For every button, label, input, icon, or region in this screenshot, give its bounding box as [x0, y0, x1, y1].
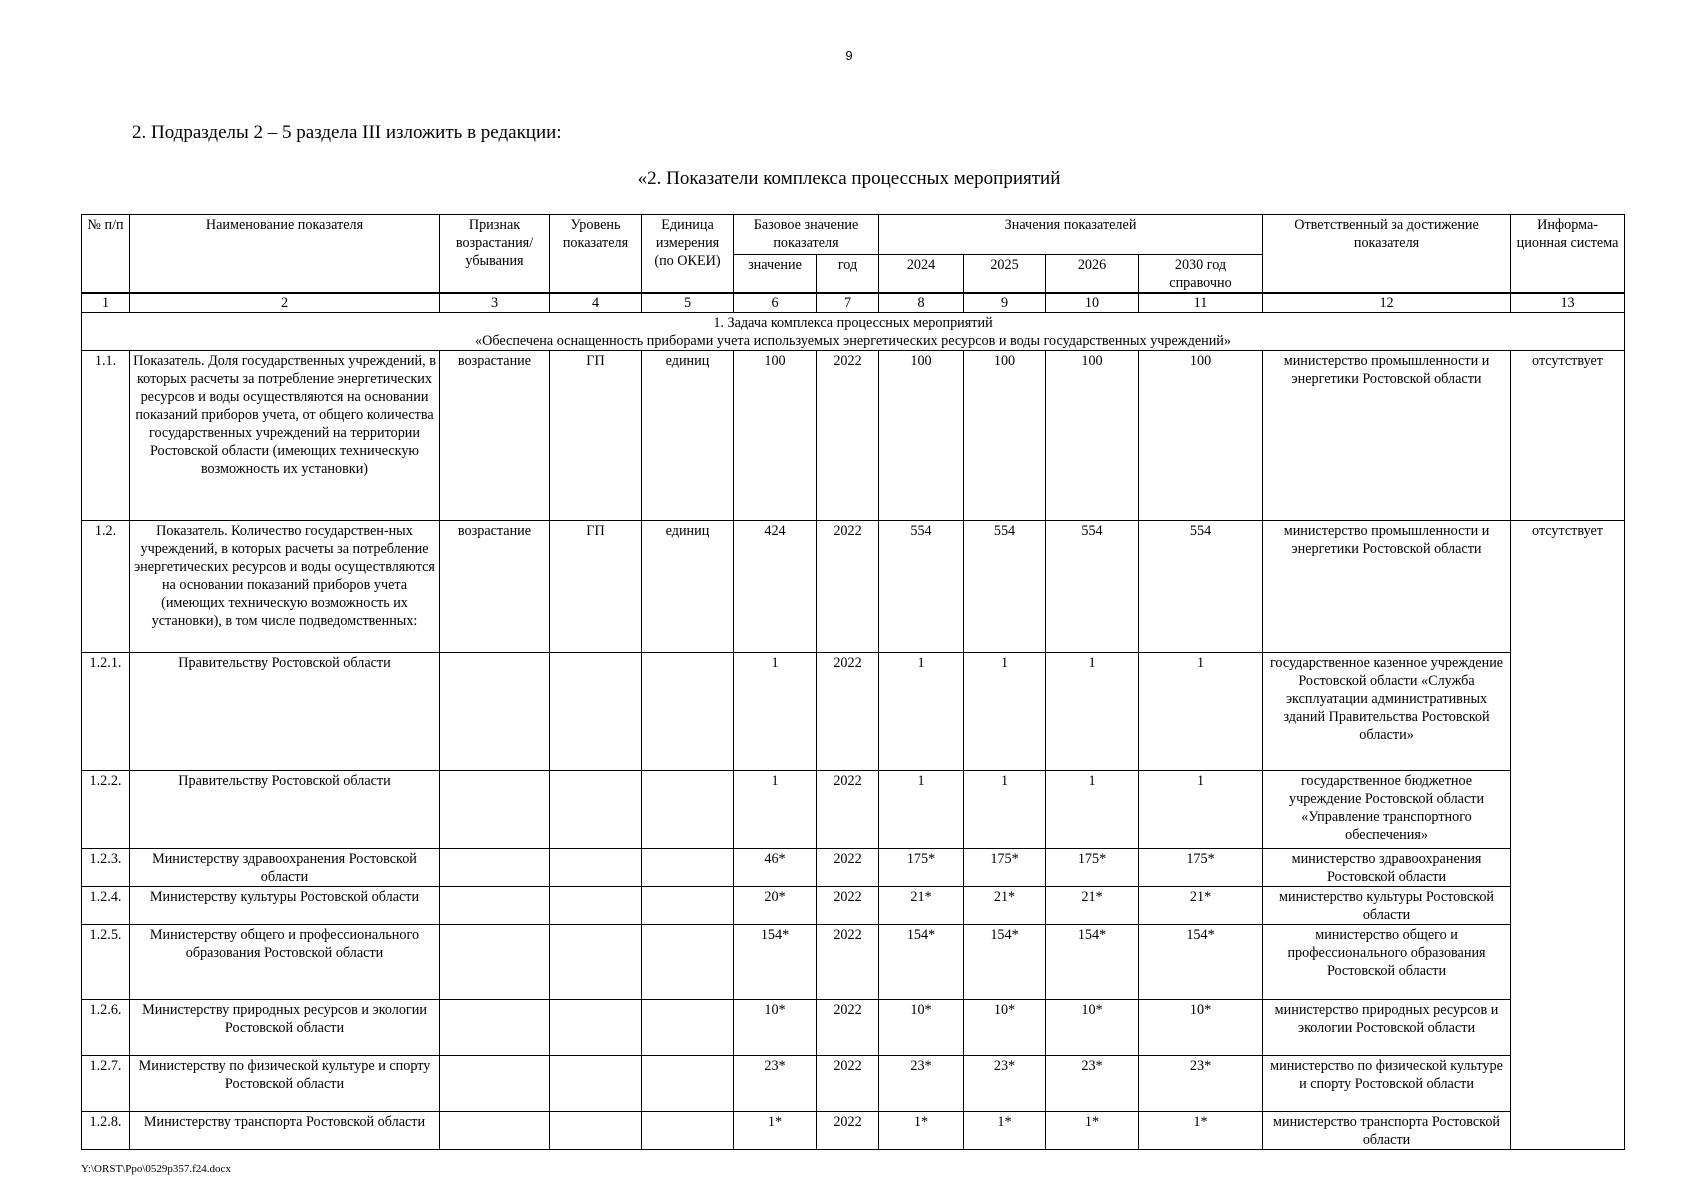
- header-sign: Признак возрастания/ убывания: [440, 215, 550, 294]
- task-line-1: 1. Задача комплекса процессных мероприятий: [713, 315, 993, 331]
- page-number: 9: [845, 48, 853, 63]
- responsible: государственное бюджетное учреждение Ростовской области «Управление транспортного обеспечения»: [1263, 771, 1511, 849]
- table-row: [82, 887, 1625, 925]
- value-2026: 21*: [1046, 887, 1139, 925]
- growth-sign: [440, 653, 550, 771]
- unit: [642, 887, 734, 925]
- header-base-value: значение: [734, 255, 817, 294]
- responsible: министерство по физической культуре и спорту Ростовской области: [1263, 1056, 1511, 1112]
- value-2025: 154*: [964, 925, 1046, 1000]
- value-2025: 10*: [964, 1000, 1046, 1056]
- col-number: 3: [440, 293, 550, 313]
- responsible: министерство транспорта Ростовской области: [1263, 1112, 1511, 1150]
- indicators-table: [81, 214, 1625, 1150]
- value-2026: 1: [1046, 653, 1139, 771]
- value-2026: 10*: [1046, 1000, 1139, 1056]
- col-number: 5: [642, 293, 734, 313]
- indicator-name: Министерству культуры Ростовской области: [130, 887, 440, 925]
- header-num: № п/п: [82, 215, 130, 294]
- value-2026: 154*: [1046, 925, 1139, 1000]
- value-2024: 1*: [879, 1112, 964, 1150]
- value-2025: 175*: [964, 849, 1046, 887]
- growth-sign: [440, 887, 550, 925]
- growth-sign: [440, 849, 550, 887]
- base-year: 2022: [817, 351, 879, 521]
- unit: [642, 771, 734, 849]
- row-num: 1.2.1.: [82, 653, 130, 771]
- indicator-name: Министерству общего и профессионального образования Ростовской области: [130, 925, 440, 1000]
- row-num: 1.2.6.: [82, 1000, 130, 1056]
- base-value: 1*: [734, 1112, 817, 1150]
- table-row: [82, 1000, 1625, 1056]
- value-2030: 10*: [1139, 1000, 1263, 1056]
- value-2030: 21*: [1139, 887, 1263, 925]
- indicator-name: Министерству природных ресурсов и экологии Ростовской области: [130, 1000, 440, 1056]
- responsible: министерство природных ресурсов и экологии Ростовской области: [1263, 1000, 1511, 1056]
- header-2025: 2025: [964, 255, 1046, 294]
- growth-sign: [440, 1112, 550, 1150]
- task-line-2: «Обеспечена оснащенность приборами учета используемых энергетических ресурсов и воды государственных учреждений»: [475, 333, 1231, 349]
- info-system: отсутствует: [1511, 351, 1625, 521]
- responsible: министерство здравоохранения Ростовской области: [1263, 849, 1511, 887]
- growth-sign: возрастание: [440, 521, 550, 653]
- base-value: 1: [734, 653, 817, 771]
- base-value: 23*: [734, 1056, 817, 1112]
- footer-file-path: Y:\ORST\Ppo\0529p357.f24.docx: [81, 1163, 231, 1175]
- base-year: 2022: [817, 1056, 879, 1112]
- base-value: 10*: [734, 1000, 817, 1056]
- growth-sign: [440, 925, 550, 1000]
- task-heading: [82, 313, 1625, 351]
- row-num: 1.2.8.: [82, 1112, 130, 1150]
- unit: [642, 849, 734, 887]
- responsible: государственное казенное учреждение Ростовской области «Служба эксплуатации административных зданий Правительства Ростовской области»: [1263, 653, 1511, 771]
- header-2026: 2026: [1046, 255, 1139, 294]
- value-2025: 21*: [964, 887, 1046, 925]
- value-2024: 554: [879, 521, 964, 653]
- value-2024: 100: [879, 351, 964, 521]
- indicator-name: Показатель. Количество государствен-ных учреждений, в которых расчеты за потребление энергетических ресурсов и воды осуществляются на основании показаний приборов учета (имеющих техническую возможность их установки), в том числе подведомственных:: [130, 521, 440, 653]
- col-number: 4: [550, 293, 642, 313]
- growth-sign: [440, 1056, 550, 1112]
- base-value: 1: [734, 771, 817, 849]
- row-num: 1.2.2.: [82, 771, 130, 849]
- indicator-name: Правительству Ростовской области: [130, 771, 440, 849]
- indicator-level: ГП: [550, 351, 642, 521]
- header-2024: 2024: [879, 255, 964, 294]
- col-number: 1: [82, 293, 130, 313]
- indicator-level: [550, 653, 642, 771]
- unit: единиц: [642, 351, 734, 521]
- base-year: 2022: [817, 925, 879, 1000]
- unit: [642, 1056, 734, 1112]
- base-value: 20*: [734, 887, 817, 925]
- table-row: [82, 849, 1625, 887]
- indicator-level: [550, 1056, 642, 1112]
- col-number: 7: [817, 293, 879, 313]
- growth-sign: возрастание: [440, 351, 550, 521]
- value-2026: 554: [1046, 521, 1139, 653]
- info-system: отсутствует: [1511, 521, 1625, 1150]
- col-number: 11: [1139, 293, 1263, 313]
- col-number: 10: [1046, 293, 1139, 313]
- unit: [642, 925, 734, 1000]
- base-value: 100: [734, 351, 817, 521]
- responsible: министерство промышленности и энергетики Ростовской области: [1263, 521, 1511, 653]
- value-2024: 1: [879, 771, 964, 849]
- col-number: 9: [964, 293, 1046, 313]
- header-base: Базовое значение показателя: [734, 215, 879, 255]
- base-year: 2022: [817, 653, 879, 771]
- header-values: Значения показателей: [879, 215, 1263, 255]
- base-value: 46*: [734, 849, 817, 887]
- col-number: 2: [130, 293, 440, 313]
- header-info-system: Информа-ционная система: [1511, 215, 1625, 294]
- table-row: [82, 1112, 1625, 1150]
- base-year: 2022: [817, 1112, 879, 1150]
- indicator-name: Министерству здравоохранения Ростовской области: [130, 849, 440, 887]
- value-2024: 1: [879, 653, 964, 771]
- indicator-level: ГП: [550, 521, 642, 653]
- base-year: 2022: [817, 887, 879, 925]
- value-2025: 1: [964, 771, 1046, 849]
- col-number: 6: [734, 293, 817, 313]
- table-row: [82, 521, 1625, 653]
- indicator-level: [550, 1000, 642, 1056]
- indicator-name: Показатель. Доля государственных учреждений, в которых расчеты за потребление энергетических ресурсов и воды осуществляются на основании показаний приборов учета, от общего количества государственных учреждений на территории Ростовской области (имеющих техническую возможность их установки): [130, 351, 440, 521]
- col-number: 12: [1263, 293, 1511, 313]
- value-2024: 175*: [879, 849, 964, 887]
- base-year: 2022: [817, 771, 879, 849]
- unit: единиц: [642, 521, 734, 653]
- value-2026: 1*: [1046, 1112, 1139, 1150]
- unit: [642, 1000, 734, 1056]
- section-title: «2. Показатели комплекса процессных мероприятий: [637, 168, 1061, 189]
- value-2026: 175*: [1046, 849, 1139, 887]
- value-2025: 554: [964, 521, 1046, 653]
- unit: [642, 653, 734, 771]
- row-num: 1.1.: [82, 351, 130, 521]
- base-value: 154*: [734, 925, 817, 1000]
- value-2026: 23*: [1046, 1056, 1139, 1112]
- indicator-name: Правительству Ростовской области: [130, 653, 440, 771]
- header-unit: Единица измерения (по ОКЕИ): [642, 215, 734, 294]
- header-responsible: Ответственный за достижение показателя: [1263, 215, 1511, 294]
- value-2026: 100: [1046, 351, 1139, 521]
- col-number: 8: [879, 293, 964, 313]
- unit: [642, 1112, 734, 1150]
- header-2030: 2030 год справочно: [1139, 255, 1263, 294]
- value-2025: 1: [964, 653, 1046, 771]
- header-level: Уровень показателя: [550, 215, 642, 294]
- value-2024: 154*: [879, 925, 964, 1000]
- value-2024: 21*: [879, 887, 964, 925]
- row-num: 1.2.3.: [82, 849, 130, 887]
- growth-sign: [440, 771, 550, 849]
- indicator-level: [550, 1112, 642, 1150]
- base-year: 2022: [817, 849, 879, 887]
- row-num: 1.2.5.: [82, 925, 130, 1000]
- indicator-level: [550, 849, 642, 887]
- table-row: [82, 925, 1625, 1000]
- value-2030: 554: [1139, 521, 1263, 653]
- intro-text: 2. Подразделы 2 – 5 раздела III изложить в редакции:: [132, 122, 562, 143]
- responsible: министерство общего и профессионального образования Ростовской области: [1263, 925, 1511, 1000]
- base-year: 2022: [817, 1000, 879, 1056]
- table-row: [82, 771, 1625, 849]
- table-row: [82, 1056, 1625, 1112]
- value-2030: 23*: [1139, 1056, 1263, 1112]
- value-2024: 23*: [879, 1056, 964, 1112]
- responsible: министерство культуры Ростовской области: [1263, 887, 1511, 925]
- indicator-name: Министерству транспорта Ростовской области: [130, 1112, 440, 1150]
- responsible: министерство промышленности и энергетики Ростовской области: [1263, 351, 1511, 521]
- value-2026: 1: [1046, 771, 1139, 849]
- value-2030: 154*: [1139, 925, 1263, 1000]
- value-2030: 1: [1139, 653, 1263, 771]
- indicator-name: Министерству по физической культуре и спорту Ростовской области: [130, 1056, 440, 1112]
- value-2030: 100: [1139, 351, 1263, 521]
- growth-sign: [440, 1000, 550, 1056]
- value-2025: 100: [964, 351, 1046, 521]
- header-base-year: год: [817, 255, 879, 294]
- value-2030: 175*: [1139, 849, 1263, 887]
- value-2030: 1*: [1139, 1112, 1263, 1150]
- value-2024: 10*: [879, 1000, 964, 1056]
- indicator-level: [550, 771, 642, 849]
- row-num: 1.2.7.: [82, 1056, 130, 1112]
- indicator-level: [550, 887, 642, 925]
- table-row: [82, 653, 1625, 771]
- value-2030: 1: [1139, 771, 1263, 849]
- base-value: 424: [734, 521, 817, 653]
- row-num: 1.2.: [82, 521, 130, 653]
- header-name: Наименование показателя: [130, 215, 440, 294]
- indicator-level: [550, 925, 642, 1000]
- base-year: 2022: [817, 521, 879, 653]
- col-number: 13: [1511, 293, 1625, 313]
- table-row: [82, 351, 1625, 521]
- row-num: 1.2.4.: [82, 887, 130, 925]
- value-2025: 23*: [964, 1056, 1046, 1112]
- value-2025: 1*: [964, 1112, 1046, 1150]
